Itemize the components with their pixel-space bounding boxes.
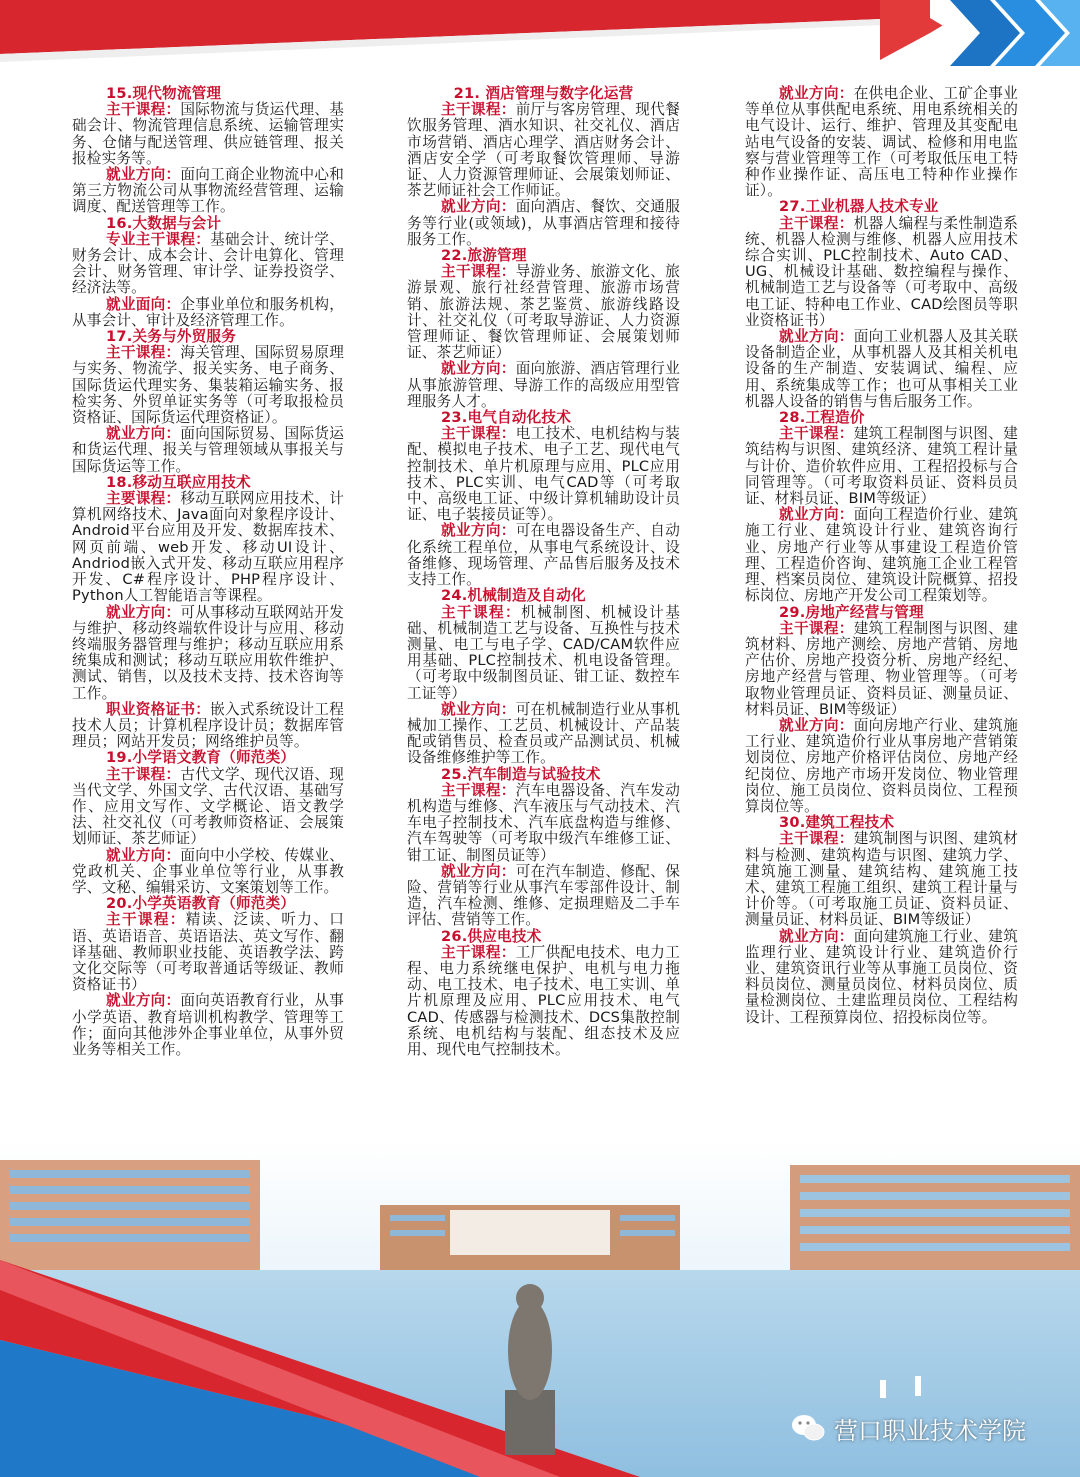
watermark-text: 营口职业技术学院 xyxy=(834,1416,1026,1445)
paragraph-label: 就业方向： xyxy=(779,85,854,102)
section-paragraph xyxy=(72,702,344,751)
paragraph-text: 机械制图、机械设计基础、机械制造工艺与设备、互换性与技术测量、电工与电子学、CAD/CAM软件应用基础、PLC控制技术、机电设备管理。（可考取中级制图员证、钳工证、数控车工证等） xyxy=(407,603,680,702)
section-paragraph xyxy=(407,783,680,864)
paragraph-label: 就业方向： xyxy=(441,360,516,378)
banner-graphic xyxy=(0,0,1080,66)
section-title: 19.小学语文教育（师范类） xyxy=(106,749,296,767)
paragraph-text: 可在机械制造行业从事机械加工操作、工艺员、机械设计、产品装配或销售员、检查员或产品测试员、机械设备维修维护等工作。 xyxy=(407,700,680,767)
column-right xyxy=(745,86,1018,1026)
section-paragraph xyxy=(407,605,680,702)
paragraph-label: 就业方向： xyxy=(779,328,854,346)
paragraph-label: 主干课程： xyxy=(779,214,854,232)
paragraph-text: 移动互联网应用技术、计算机网络技术、Java面向对象程序设计、Android平台应用及开发、数据库技术、网页前端、web开发、移动UI设计、Andriod嵌入式开发、移动互联应用程序开发、C#程序设计、PHP程序设计、Python人工智能语言等课程。 xyxy=(72,490,344,605)
paragraph-text: 建筑制图与识图、建筑材料与检测、建筑构造与识图、建筑力学、建筑施工测量、建筑结构、建筑施工技术、建筑工程施工组织、建筑工程计量与计价等。（可考取施工员证、资料员证、测量员证、材料员证、BIM等级证） xyxy=(745,830,1018,929)
section-paragraph xyxy=(745,329,1018,410)
paragraph-text: 面向旅游、酒店管理行业从事旅游管理、导游工作的高级应用型管理服务人才。 xyxy=(407,360,680,410)
paragraph-text: 建筑工程制图与识图、建筑结构与识图、建筑经济、建筑工程计量与计价、造价软件应用、工程招投标与合同管理等。（可考取资料员证、资料员员证、材料员证、BIM等级证） xyxy=(745,425,1018,508)
section-title: 17.关务与外贸服务 xyxy=(106,328,237,346)
paragraph-text: 在供电企业、工矿企事业等单位从事供配电系统、用电系统相关的电气设计、运行、维护、管理及其变配电站电气设备的安装、调试、检修和用电监察与营业管理等工作（可考取低压电工特种作业操作证、高压电工特种作业操作证）。 xyxy=(745,85,1018,200)
section-paragraph xyxy=(72,993,344,1058)
paragraph-text: 面向英语教育行业，从事小学英语、教育培训机构教学、管理等工作；面向其他涉外企事业单位，从事外贸业务等相关工作。 xyxy=(72,992,344,1058)
section-paragraph xyxy=(745,426,1018,507)
section-paragraph xyxy=(745,216,1018,329)
paragraph-text: 面向工程造价行业、建筑施工行业、建筑设计行业、建筑咨询行业、房地产行业等从事建设工程造价管理、工程造价咨询、建筑施工企业工程管理、档案员岗位、建筑设计院概算、招投标岗位、房地产开发公司工程策划等。 xyxy=(745,506,1018,605)
section-paragraph xyxy=(745,507,1018,604)
paragraph-label: 主干课程： xyxy=(441,425,516,443)
section-title: 24.机械制造及自动化 xyxy=(441,587,586,605)
paragraph-label: 主要课程： xyxy=(106,490,181,508)
section-paragraph xyxy=(407,523,680,588)
section-paragraph xyxy=(72,297,344,329)
paragraph-text: 面向国际贸易、国际货运和货运代理、报关与管理领域从事报关与国际货运等工作。 xyxy=(72,425,344,475)
paragraph-label: 职业资格证书： xyxy=(106,700,211,718)
section-paragraph xyxy=(745,621,1018,718)
section-paragraph xyxy=(72,767,344,848)
paragraph-text: 可在汽车制造、修配、保险、营销等行业从事汽车零部件设计、制造，汽车检测、维修、定损理赔及二手车评估、营销等工作。 xyxy=(407,862,680,929)
paragraph-label: 主干课程： xyxy=(441,943,516,961)
section-title: 16.大数据与会计 xyxy=(106,214,222,232)
paragraph-label: 主干课程： xyxy=(441,101,516,119)
paragraph-text: 面向房地产行业、建筑施工行业、建筑造价行业从事房地产营销策划岗位、房地产价格评估岗位、房地产经纪岗位、房地产市场开发岗位、物业管理岗位、施工员岗位、资料员岗位、工程预算岗位等。 xyxy=(745,716,1018,815)
paragraph-text: 面向工业机器人及其关联设备制造企业，从事机器人及其相关机电设备的生产制造、安装调试、编程、应用、系统集成等工作；也可从事相关工业机器人设备的销售与售后服务工作。 xyxy=(745,328,1018,410)
column-left xyxy=(72,86,344,1058)
section-paragraph xyxy=(72,848,344,897)
paragraph-label: 主干课程： xyxy=(441,263,516,281)
paragraph-label: 主干课程： xyxy=(779,619,854,637)
paragraph-label: 主干课程： xyxy=(441,603,522,621)
section-paragraph xyxy=(745,831,1018,928)
section-title: 23.电气自动化技术 xyxy=(441,409,572,427)
paragraph-label: 就业方向： xyxy=(441,862,516,880)
wechat-icon xyxy=(790,1413,826,1443)
section-paragraph xyxy=(72,345,344,426)
paragraph-label: 就业方向： xyxy=(441,198,516,216)
paragraph-label: 就业方向： xyxy=(106,425,181,443)
paragraph-label: 主干课程： xyxy=(106,101,181,119)
paragraph-text: 国际物流与货运代理、基础会计、物流管理信息系统、运输管理实务、仓储与配送管理、供应链管理、报关报检实务等。 xyxy=(72,101,344,167)
paragraph-label: 就业方向： xyxy=(779,506,854,524)
paragraph-text: 嵌入式系统设计工程技术人员；计算机程序设计员；数据库管理员；网站开发员；网络维护员等。 xyxy=(72,700,344,751)
paragraph-label: 专业主干课程： xyxy=(106,230,211,248)
paragraph-label: 主干课程： xyxy=(106,911,186,929)
paragraph-label: 就业方向： xyxy=(106,992,181,1010)
top-banner xyxy=(0,0,1080,66)
paragraph-label: 就业面向： xyxy=(106,295,181,313)
section-paragraph xyxy=(745,718,1018,815)
section-title: 26.供应电技术 xyxy=(441,927,542,945)
paragraph-text: 可从事移动互联网站开发与维护、移动终端软件设计与应用、移动终端服务器管理与维护；移动互联应用系统集成和测试；移动互联应用软件维护、测试、销售，以及技术支持、技术咨询等工作。 xyxy=(72,603,344,702)
paragraph-text: 导游业务、旅游文化、旅游景观、旅行社经营管理、旅游市场营销、旅游法规、茶艺鉴赏、旅游线路设计、社交礼仪（可考取导游证、人力资源管理师证、餐饮管理师证、会展策划师证、茶艺师证） xyxy=(407,263,680,362)
section-title: 28.工程造价 xyxy=(779,409,865,427)
paragraph-label: 就业方向： xyxy=(106,166,181,184)
paragraph-label: 主干课程： xyxy=(779,425,854,443)
section-paragraph xyxy=(72,167,344,216)
paragraph-text: 电工技术、电机结构与装配、模拟电子技术、电子工艺、现代电气控制技术、单片机原理与应用、PLC应用技术、PLC实训、电气CAD等（可考取中、高级电工证、中级计算机辅助设计员证、电子装接员证等）。 xyxy=(407,425,680,524)
section-paragraph xyxy=(745,929,1018,1026)
paragraph-text: 面向工商企业物流中心和第三方物流公司从事物流经营管理、运输调度、配送管理等工作。 xyxy=(72,166,344,216)
paragraph-text: 机器人编程与柔性制造系统、机器人检测与维修、机器人应用技术综合实训、PLC控制技术、Auto CAD、UG、机械设计基础、数控编程与操作、机械制造工艺与设备等（可考取中、高级电工证、特种电工作业、CAD绘图员等职业资格证书） xyxy=(745,214,1018,329)
paragraph-label: 就业方向： xyxy=(106,603,181,621)
section-title: 29.房地产经营与管理 xyxy=(779,603,924,621)
paragraph-text: 可在电器设备生产、自动化系统工程单位，从事电气系统设计、设备维修、现场管理、产品售后服务及技术支持工作。 xyxy=(407,522,680,589)
paragraph-label: 主干课程： xyxy=(106,344,181,362)
paragraph-label: 就业方向： xyxy=(106,846,181,864)
section-title: 20.小学英语教育（师范类） xyxy=(106,895,296,913)
section-title: 22.旅游管理 xyxy=(441,247,527,265)
section-paragraph xyxy=(72,605,344,702)
section-paragraph xyxy=(72,102,344,167)
paragraph-text: 基础会计、统计学、财务会计、成本会计、会计电算化、管理会计、财务管理、审计学、证券投资学、经济法等。 xyxy=(72,230,344,297)
paragraph-label: 就业方向： xyxy=(779,716,854,734)
paragraph-text: 建筑工程制图与识图、建筑材料、房地产测绘、房地产营销、房地产估价、房地产投资分析、房地产经纪、房地产经营与管理、物业管理等。（可考取物业管理员证、资料员证、测量员证、材料员证、BIM等级证） xyxy=(745,619,1018,718)
paragraph-label: 就业方向： xyxy=(441,700,516,718)
section-title: 21. 酒店管理与数字化运营 xyxy=(453,85,634,102)
section-title: 27.工业机器人技术专业 xyxy=(779,198,939,216)
column-middle xyxy=(407,86,680,1058)
section-paragraph xyxy=(407,702,680,767)
section-paragraph xyxy=(72,491,344,604)
section-paragraph xyxy=(745,86,1018,199)
paragraph-label: 就业方向： xyxy=(441,522,516,540)
section-paragraph xyxy=(72,912,344,993)
section-paragraph xyxy=(72,426,344,475)
paragraph-label: 主干课程： xyxy=(779,830,854,848)
paragraph-text: 海关管理、国际贸易原理与实务、物流学、报关实务、电子商务、国际货运代理实务、集装箱运输实务、报检实务、外贸单证实务等（可考取报检员资格证、国际货运代理资格证）。 xyxy=(72,344,344,427)
paragraph-text: 工厂供配电技术、电力工程、电力系统继电保护、电机与电力拖动、电工技术、电子技术、电工实训、单片机原理及应用、PLC应用技术、电气CAD、传感器与检测技术、DCS集散控制系统、电机结构与装配、组态技术及应用、现代电气控制技术。 xyxy=(407,943,680,1058)
section-paragraph xyxy=(72,232,344,297)
paragraph-text: 企事业单位和服务机构，从事会计、审计及经济管理工作。 xyxy=(72,295,344,329)
section-title: 18.移动互联应用技术 xyxy=(106,473,251,491)
section-paragraph xyxy=(407,264,680,361)
paragraph-text: 前厅与客房管理、现代餐饮服务管理、酒水知识、社交礼仪、酒店市场营销、酒店心理学、酒店财务会计、酒店安全学（可考取餐饮管理师、导游证、人力资源管理师证、会展策划师证、茶艺师证社会工作师证。 xyxy=(407,101,680,200)
section-paragraph xyxy=(407,361,680,410)
section-title: 25.汽车制造与试验技术 xyxy=(441,765,601,783)
paragraph-text: 面向建筑施工行业、建筑监理行业、建筑设计行业、建筑造价行业、建筑资讯行业等从事施工员岗位、资料员岗位、测量员岗位、材料员岗位、质量检测岗位、土建监理员岗位、工程结构设计、工程预算岗位、招投标岗位等。 xyxy=(745,927,1018,1026)
section-paragraph xyxy=(407,945,680,1058)
paragraph-label: 就业方向： xyxy=(779,927,854,945)
paragraph-text: 汽车电器设备、汽车发动机构造与维修、汽车液压与气动技术、汽车电子控制技术、汽车底盘构造与维修、汽车驾驶等（可考取中级汽车维修工证、钳工证、制图员证等） xyxy=(407,781,680,864)
paragraph-text: 精读、泛读、听力、口语、英语语音、英语语法、英文写作、翻译基础、教师职业技能、英语教学法、跨文化交际等（可考取普通话等级证、教师资格证书） xyxy=(72,911,344,994)
paragraph-label: 主干课程： xyxy=(441,781,516,799)
section-paragraph xyxy=(407,199,680,248)
section-paragraph xyxy=(407,102,680,199)
section-paragraph xyxy=(407,864,680,929)
section-title: 15.现代物流管理 xyxy=(106,85,222,102)
paragraph-text: 古代文学、现代汉语、现当代文学、外国文学、古代汉语、基础写作、应用文写作、文学概论、语文教学法、社交礼仪（可考教师资格证、会展策划师证、茶艺师证） xyxy=(72,765,344,848)
section-title: 30.建筑工程技术 xyxy=(779,814,895,832)
paragraph-text: 面向酒店、餐饮、交通服务等行业(或领域)，从事酒店管理和接待服务工作。 xyxy=(407,198,680,248)
paragraph-label: 主干课程： xyxy=(106,765,181,783)
watermark xyxy=(790,1408,1060,1448)
paragraph-text: 面向中小学校、传媒业、党政机关、企事业单位等行业，从事教学、文秘、编辑采访、文案策划等工作。 xyxy=(72,846,344,896)
section-paragraph xyxy=(407,426,680,523)
